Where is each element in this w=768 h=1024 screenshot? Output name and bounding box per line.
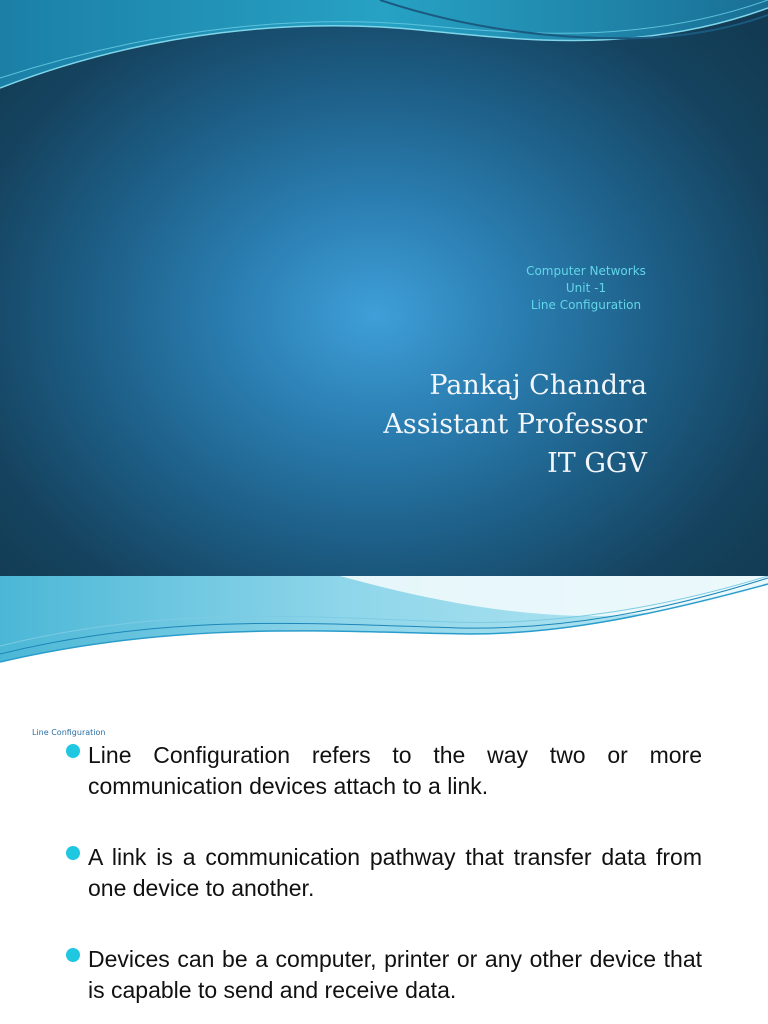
author-name: Pankaj Chandra bbox=[429, 370, 647, 401]
bullet-text: Line Configuration refers to the way two or more communication devices attach to a link. bbox=[88, 742, 702, 799]
title-line-unit: Unit -1 bbox=[565, 281, 607, 295]
bullet-text: Devices can be a computer, printer or any other device that is capable to send and receive data. bbox=[88, 946, 702, 1003]
bullet-item bbox=[66, 740, 702, 802]
bullet-dot-icon bbox=[66, 744, 80, 758]
bullet-list bbox=[66, 740, 702, 1024]
title-line-course: Computer Networks bbox=[526, 264, 646, 278]
title-line-topic: Line Configuration bbox=[530, 298, 642, 312]
slide-header-label: Line Configuration bbox=[32, 728, 106, 737]
bullet-item bbox=[66, 842, 702, 904]
slide-content-wave-decoration bbox=[0, 576, 768, 676]
slide-subtitle bbox=[383, 366, 647, 483]
bullet-dot-icon bbox=[66, 948, 80, 962]
bullet-dot-icon bbox=[66, 846, 80, 860]
content-slide bbox=[0, 576, 768, 1024]
bullet-item bbox=[66, 944, 702, 1006]
bullet-text: A link is a communication pathway that transfer data from one device to another. bbox=[88, 844, 702, 901]
author-department: IT GGV bbox=[547, 448, 647, 479]
slide-title bbox=[456, 263, 716, 314]
slide-header-wave-decoration bbox=[0, 0, 768, 110]
author-title: Assistant Professor bbox=[383, 409, 647, 440]
